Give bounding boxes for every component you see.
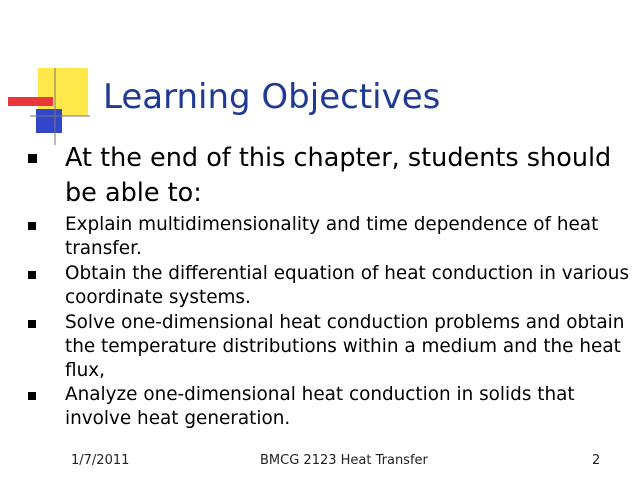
- bullet-item: [65, 262, 635, 310]
- bullet-square-icon: [28, 320, 36, 328]
- footer-page-number: 2: [592, 453, 601, 468]
- bullet-item: [65, 213, 635, 261]
- bullet-square-icon: [28, 392, 36, 400]
- footer-date: 1/7/2011: [71, 453, 130, 468]
- bullet-item: [65, 141, 635, 211]
- bullet-square-icon: [28, 222, 36, 230]
- bullet-item: [65, 311, 635, 382]
- bullet-square-icon: [28, 271, 36, 279]
- bullet-text: At the end of this chapter, students should be able to:: [65, 143, 612, 208]
- footer-course: BMCG 2123 Heat Transfer: [260, 453, 428, 468]
- bullet-text: Obtain the differential equation of heat conduction in various coordinate systems.: [65, 263, 630, 308]
- bullet-text: Analyze one-dimensional heat conduction in solids that involve heat generation.: [65, 384, 575, 429]
- bullet-text: Solve one-dimensional heat conduction problems and obtain the temperature distributions within a medium and the heat flux,: [65, 312, 625, 381]
- bullet-text: Explain multidimensionality and time dependence of heat transfer.: [65, 214, 599, 259]
- bullet-square-icon: [28, 154, 37, 163]
- slide-title: Learning Objectives: [103, 77, 441, 117]
- bullet-item: [65, 383, 635, 431]
